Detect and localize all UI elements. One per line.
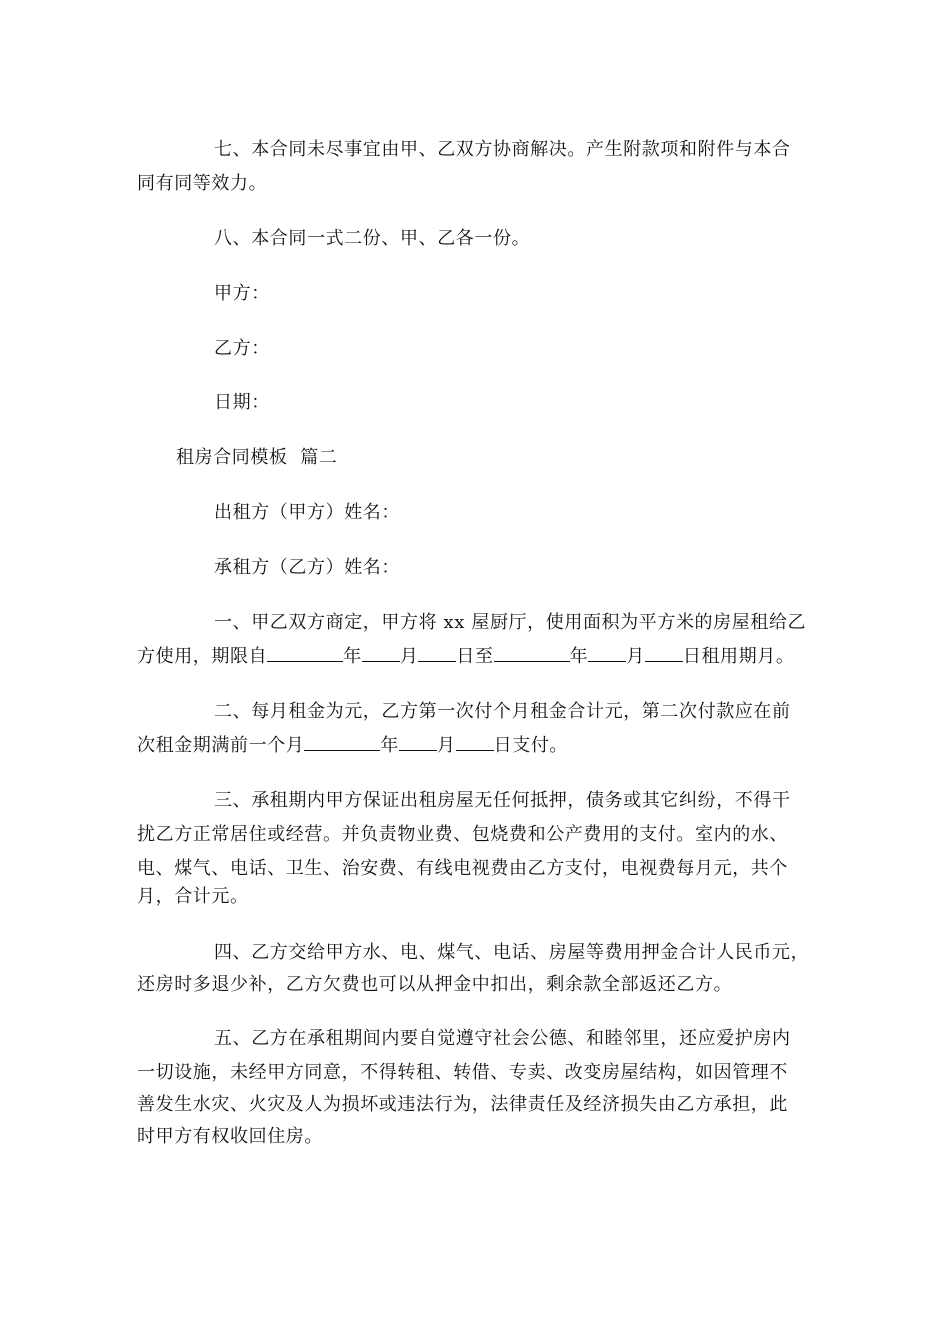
clause-5-line-3: 善发生水灾、火灾及人为损坏或违法行为，法律责任及经济损失由乙方承担，此 <box>137 1094 788 1115</box>
blank-line <box>494 645 570 662</box>
text-segment: 方使用，期限自 <box>137 646 268 667</box>
text-segment: 日支付。 <box>493 735 569 756</box>
clause-1-line-2 <box>137 645 794 669</box>
clause-2-line-2 <box>137 734 568 758</box>
clause-3-line-1: 三、承租期内甲方保证出租房屋无任何抵押，债务或其它纠纷，不得干 <box>214 790 791 811</box>
lessor-name-label: 出租方（甲方）姓名： <box>214 502 400 523</box>
date-label: 日期： <box>214 392 270 413</box>
clause-4-line-1: 四、乙方交给甲方水、电、煤气、电话、房屋等费用押金合计人民币元， <box>214 942 810 963</box>
clause-8: 八、本合同一式二份、甲、乙各一份。 <box>214 228 531 249</box>
blank-line <box>645 645 683 662</box>
clause-5-line-1: 五、乙方在承租期间内要自觉遵守社会公德、和睦邻里，还应爱护房内 <box>214 1028 791 1049</box>
clause-3-line-2: 扰乙方正常居住或经营。并负责物业费、包烧费和公产费用的支付。室内的水、 <box>137 824 788 845</box>
text-segment: 年 <box>380 735 400 756</box>
clause-2-line-1: 二、每月租金为元，乙方第一次付个月租金合计元，第二次付款应在前 <box>214 701 791 722</box>
clause-4-line-2: 还房时多退少补，乙方欠费也可以从押金中扣出，剩余款全部返还乙方。 <box>137 974 733 995</box>
blank-line <box>362 645 400 662</box>
blank-line <box>456 734 494 751</box>
blank-line <box>304 734 380 751</box>
text-segment: 次租金期满前一个月 <box>137 735 305 756</box>
clause-5-line-4: 时甲方有权收回住房。 <box>137 1126 323 1147</box>
blank-line <box>418 645 456 662</box>
text-segment: 月 <box>626 646 645 667</box>
lessee-name-label: 承租方（乙方）姓名： <box>214 557 400 578</box>
clause-5-line-2: 一切设施，未经甲方同意，不得转租、转借、专卖、改变房屋结构，如因管理不 <box>137 1062 788 1083</box>
text-segment: 月 <box>399 646 419 667</box>
blank-line <box>399 734 437 751</box>
clause-3-line-3: 电、煤气、电话、卫生、治安费、有线电视费由乙方支付，电视费每月元，共个 <box>137 858 788 879</box>
clause-1-line-1: 一、甲乙双方商定，甲方将 xx 屋厨厅，使用面积为平方米的房屋租给乙 <box>214 612 807 633</box>
text-segment: 年 <box>569 646 589 667</box>
clause-7-line-1: 七、本合同未尽事宜由甲、乙双方协商解决。产生附款项和附件与本合 <box>214 139 791 160</box>
text-segment: 月 <box>437 735 456 756</box>
text-segment: 年 <box>343 646 362 667</box>
party-b-label: 乙方： <box>214 338 270 359</box>
party-a-label: 甲方： <box>214 283 270 304</box>
clause-7-line-2: 同有同等效力。 <box>137 173 268 194</box>
blank-line <box>267 645 343 662</box>
text-segment: 日租用期月。 <box>682 646 795 667</box>
section-title: 租房合同模板 篇二 <box>176 447 338 468</box>
blank-line <box>588 645 626 662</box>
text-segment: 日至 <box>456 646 494 667</box>
clause-3-line-4: 月，合计元。 <box>137 886 249 907</box>
